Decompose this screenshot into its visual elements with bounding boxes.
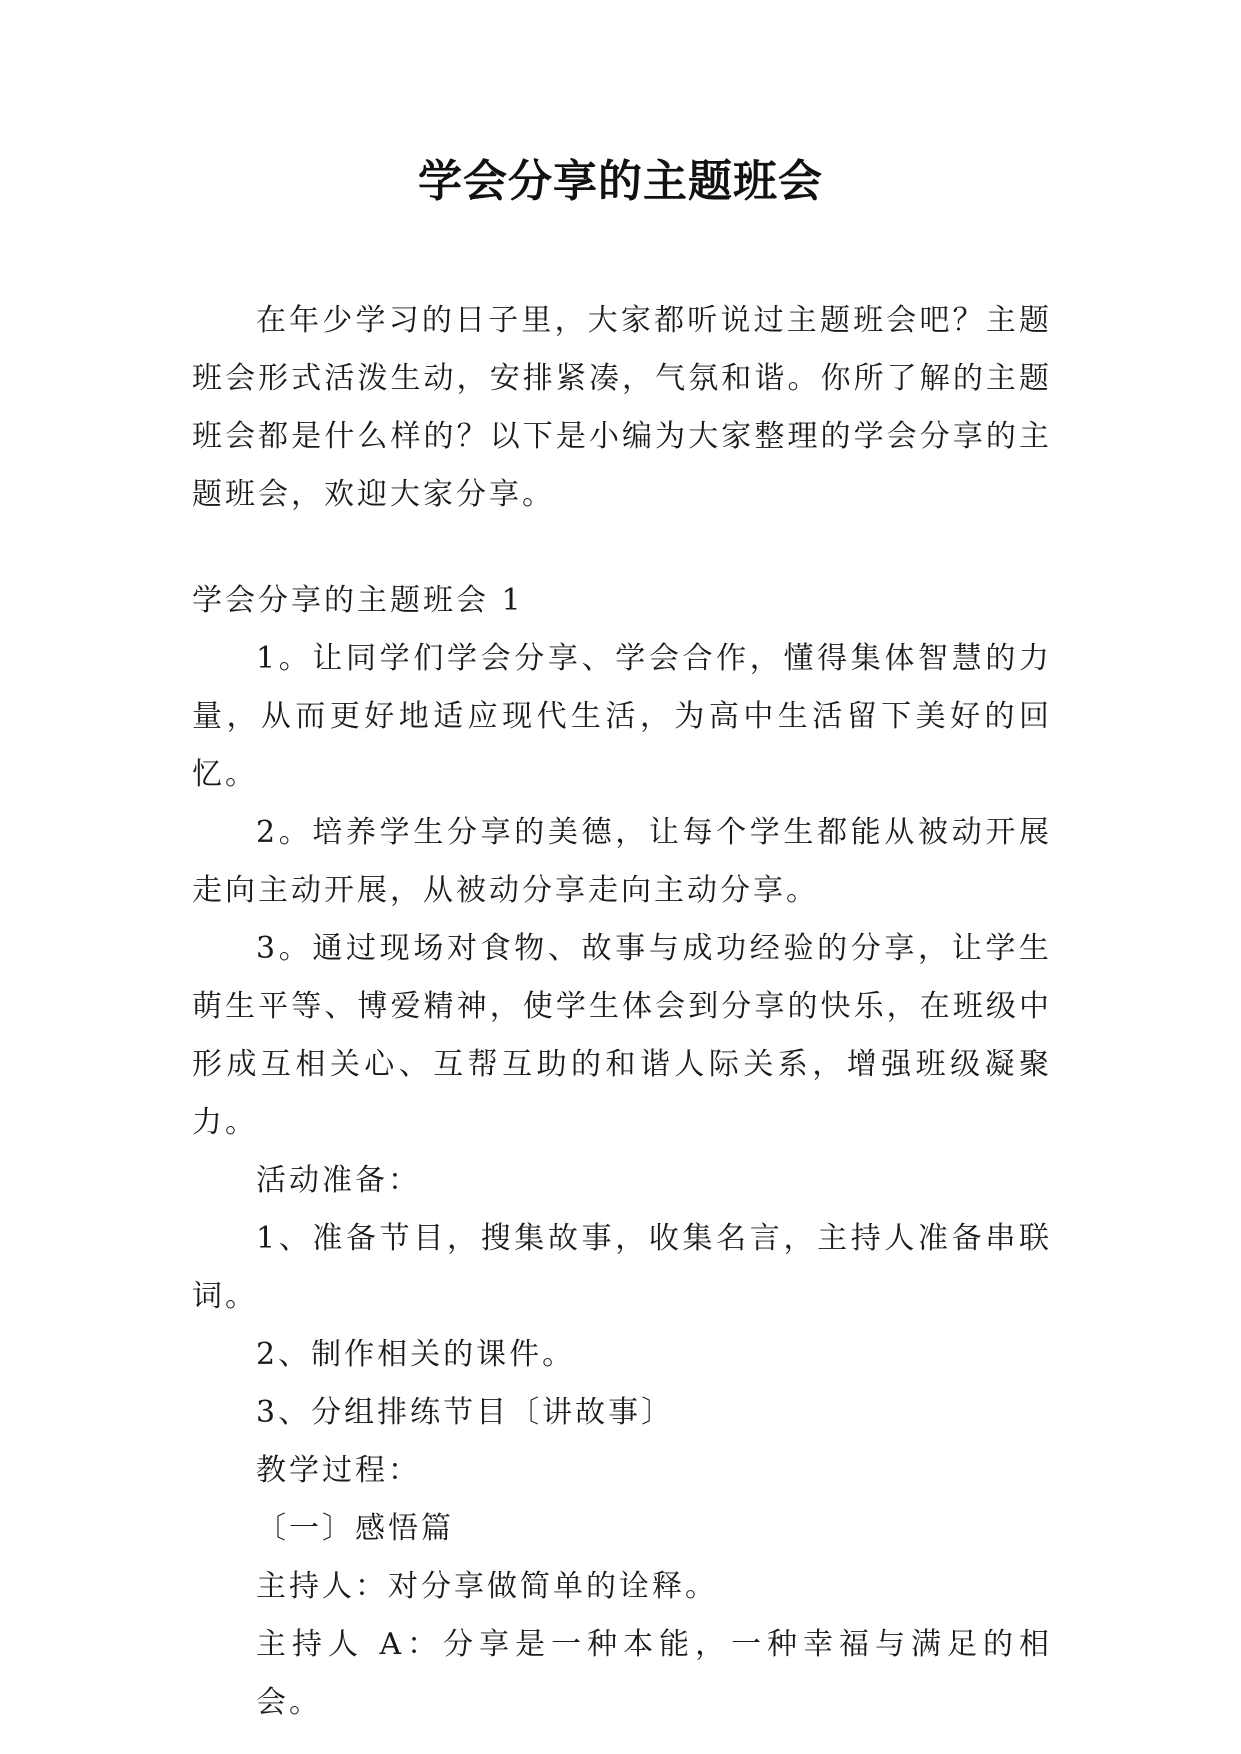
goal-paragraph-2: 2。培养学生分享的美德，让每个学生都能从被动开展走向主动开展，从被动分享走向主动分享。 <box>192 815 1052 908</box>
section-heading: 学会分享的主题班会 1 <box>192 583 524 618</box>
prep-item-2: 2、制作相关的课件。 <box>256 1337 576 1372</box>
goal-paragraph-1: 1。让同学们学会分享、学会合作，懂得集体智慧的力量，从而更好地适应现代生活，为高中生活留下美好的回忆。 <box>192 641 1052 792</box>
goal-paragraph-3: 3。通过现场对食物、故事与成功经验的分享，让学生萌生平等、博爱精神，使学生体会到分享的快乐，在班级中形成互相关心、互帮互助的和谐人际关系，增强班级凝聚力。 <box>192 931 1052 1140</box>
document-body <box>192 292 1052 1732</box>
part-heading-1: 〔一〕感悟篇 <box>256 1511 454 1546</box>
prep-item-1: 1、准备节目，搜集故事，收集名言，主持人准备串联词。 <box>192 1221 1052 1314</box>
host-a-line: 主持人 A：分享是一种本能，一种幸福与满足的相会。 <box>256 1627 1052 1720</box>
process-heading: 教学过程： <box>256 1453 421 1488</box>
document-title: 学会分享的主题班会 <box>418 156 823 207</box>
prep-heading: 活动准备： <box>256 1163 421 1198</box>
intro-paragraph: 在年少学习的日子里，大家都听说过主题班会吧？主题班会形式活泼生动，安排紧凑，气氛和谐。你所了解的主题班会都是什么样的？以下是小编为大家整理的学会分享的主题班会，欢迎大家分享。 <box>192 303 1052 512</box>
prep-item-3: 3、分组排练节目〔讲故事〕 <box>256 1395 675 1430</box>
host-line: 主持人：对分享做简单的诠释。 <box>256 1569 718 1604</box>
